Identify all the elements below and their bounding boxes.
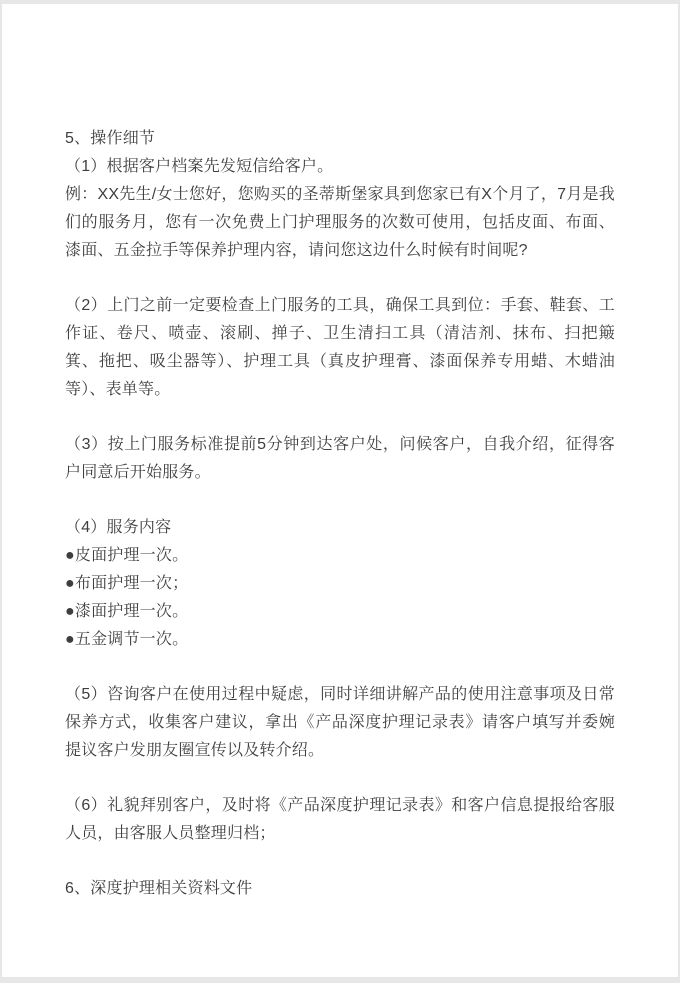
service-item [65,626,615,654]
bullet-icon: ● [65,575,75,592]
sms-example-paragraph: 例：XX先生/女士您好，您购买的圣蒂斯堡家具到您家已有X个月了，7月是我们的服务月，您有一次免费上门护理服务的次数可使用，包括皮面、布面、漆面、五金拉手等保养护理内容，请问您这边什么时候有时间呢? [65,186,615,259]
bullet-icon: ● [65,631,75,648]
bullet-icon: ● [65,547,75,564]
service-item-text: 漆面护理一次。 [74,603,189,620]
service-item [65,598,615,626]
paragraph-step-6: （6）礼貌拜别客户，及时将《产品深度护理记录表》和客户信息提报给客服人员，由客服人员整理归档； [65,797,615,842]
service-item-text: 五金调节一次。 [74,631,189,648]
paragraph-step-2: （2）上门之前一定要检查上门服务的工具，确保工具到位：手套、鞋套、工作证、卷尺、喷壶、滚刷、掸子、卫生清扫工具（清洁剂、抹布、扫把簸箕、拖把、吸尘器等）、护理工具（真皮护理膏、漆面保养专用蜡、木蜡油等）、表单等。 [65,297,615,398]
service-item [65,542,615,570]
paragraph-step-5: （5）咨询客户在使用过程中疑虑，同时详细讲解产品的使用注意事项及日常保养方式，收集客户建议，拿出《产品深度护理记录表》请客户填写并委婉提议客户发朋友圈宣传以及转介绍。 [65,686,615,759]
document-content [2,4,678,903]
service-item-text: 皮面护理一次。 [74,547,189,564]
service-item-text: 布面护理一次； [74,575,189,592]
paragraph-step-1: （1）根据客户档案先发短信给客户。 [65,158,334,175]
paragraph-step-3: （3）按上门服务标准提前5分钟到达客户处，问候客户，自我介绍，征得客户同意后开始服务。 [65,436,615,481]
bullet-icon: ● [65,603,75,620]
document-page [2,4,678,977]
section-5-heading: 5、操作细节 [65,130,156,147]
paragraph-step-4-heading: （4）服务内容 [65,519,172,536]
section-6-heading: 6、深度护理相关资料文件 [65,880,253,897]
service-item [65,570,615,598]
